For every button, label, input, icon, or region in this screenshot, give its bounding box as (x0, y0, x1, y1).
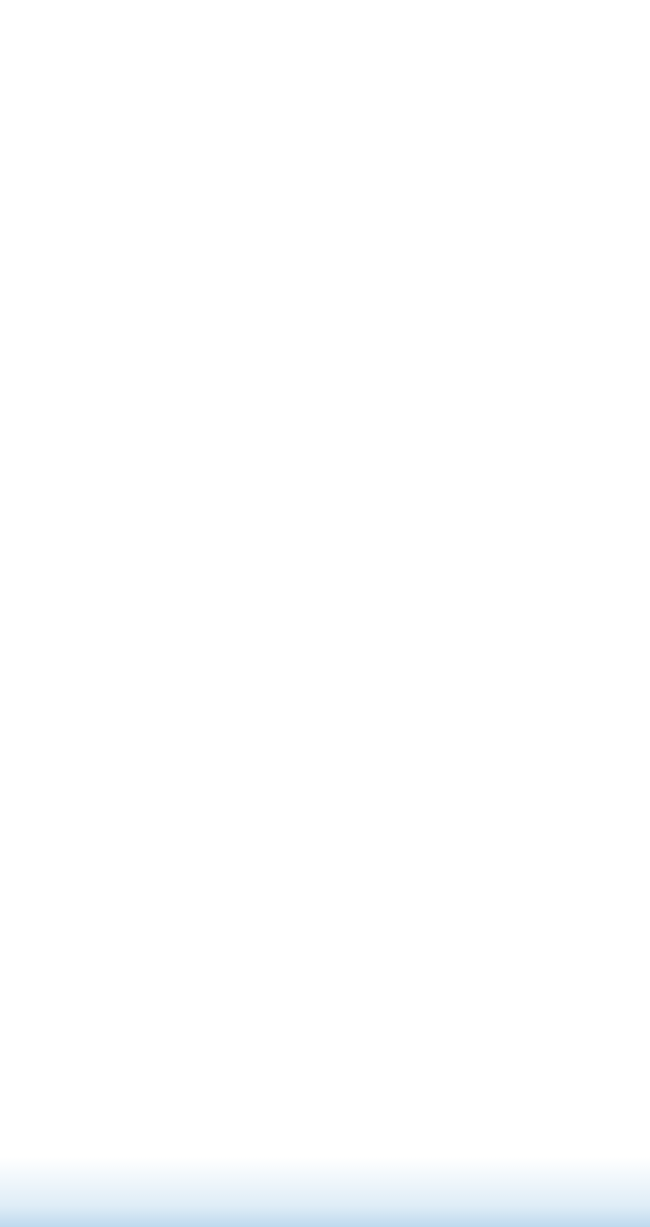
bottom-sky-gradient (0, 1157, 650, 1227)
